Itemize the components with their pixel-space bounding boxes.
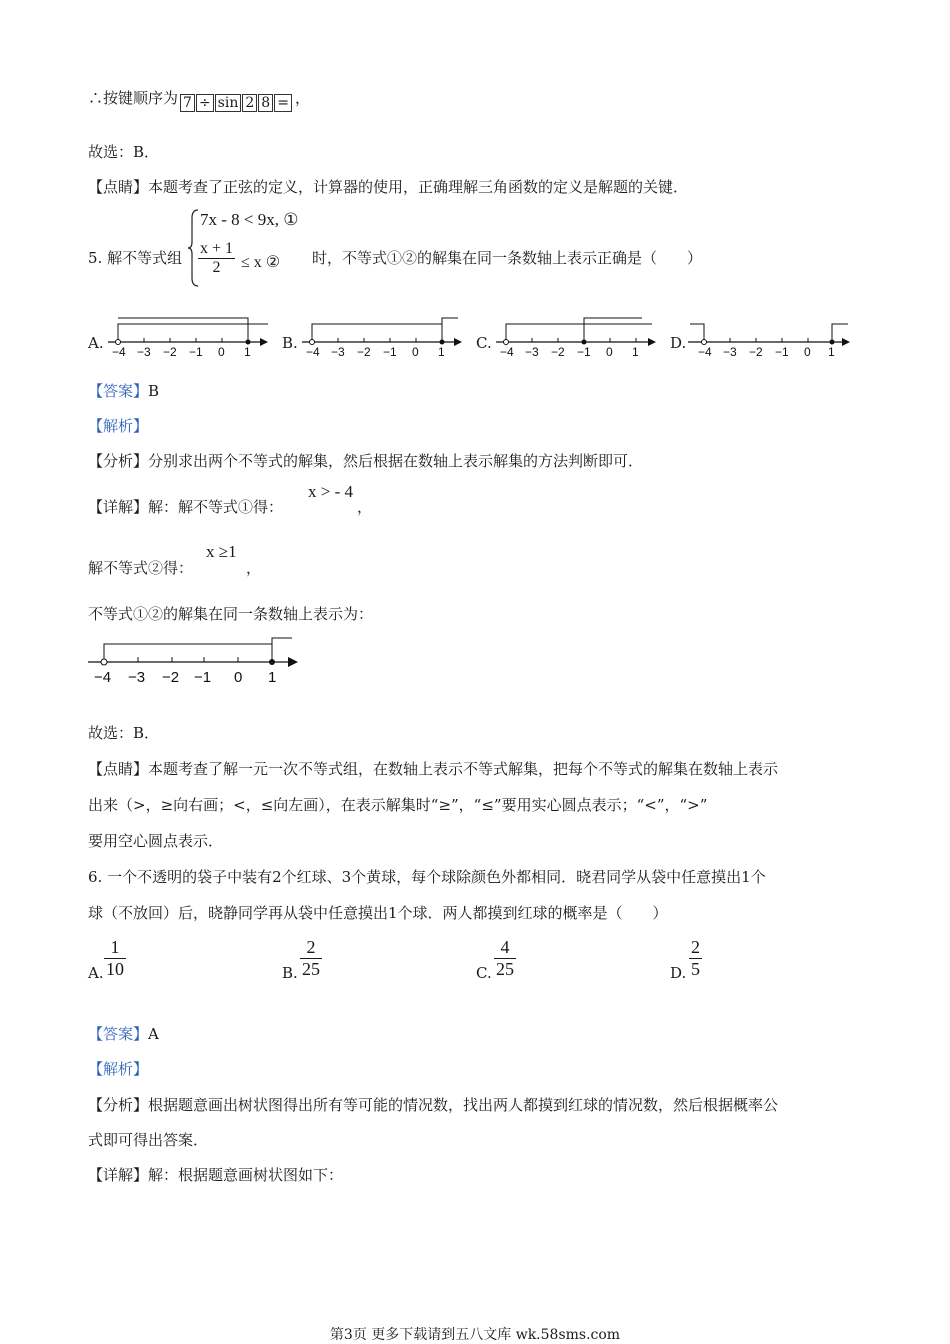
calc-key: 7	[180, 94, 195, 112]
fraction-numerator: 1	[110, 937, 120, 957]
q5-detail1-end: ，	[357, 498, 373, 516]
q6-option-d-fraction	[689, 937, 702, 980]
q6-option-a-fraction	[104, 937, 126, 980]
calculator-keys	[180, 92, 293, 112]
q6-detail: 【详解】解：根据题意画树状图如下：	[88, 1166, 344, 1184]
q5-fenxi: 【分析】分别求出两个不等式的解集，然后根据在数轴上表示解集的方法判断即可．	[88, 452, 644, 470]
tick-label: 0	[606, 345, 613, 359]
q4-comment: 【点睛】本题考查了正弦的定义，计算器的使用，正确理解三角函数的定义是解题的关键．	[88, 178, 689, 196]
tick-label: 0	[218, 345, 225, 359]
tick-label: −3	[331, 345, 345, 359]
q6-option-c-fraction	[494, 937, 516, 980]
q5-inequality-2-fraction	[198, 240, 235, 277]
tick-label: 0	[804, 345, 811, 359]
key-sequence-suffix: ，	[294, 89, 310, 107]
tick-label: −2	[162, 669, 180, 686]
calc-key: ÷	[196, 94, 214, 112]
q5-option-a-number-line	[104, 310, 274, 360]
fraction-denominator: 5	[691, 959, 700, 979]
q5-option-c-number-line	[492, 310, 662, 360]
tick-label: −1	[775, 345, 789, 359]
key-sequence-prefix: ∴按键顺序为	[88, 89, 179, 107]
answer-tag: 【答案】	[88, 1025, 149, 1043]
q5-option-b-number-line	[298, 310, 468, 360]
q6-option-c-label: C.	[476, 964, 492, 982]
fraction-denominator: 25	[302, 959, 320, 979]
q5-analysis-tag: 【解析】	[88, 417, 149, 435]
fraction-denominator: 2	[198, 258, 235, 277]
q5-answer: B	[148, 382, 160, 400]
answer-tag: 【答案】	[88, 382, 149, 400]
q5-solution-number-line	[86, 632, 306, 690]
tick-label: −4	[500, 345, 514, 359]
q6-option-b-fraction	[300, 937, 322, 980]
tick-label: −3	[723, 345, 737, 359]
q5-detail2-end: ，	[246, 559, 262, 577]
q4-choice: 故选：B．	[88, 143, 160, 161]
q5-option-d-label: D.	[670, 334, 687, 352]
q5-option-d-number-line	[686, 310, 856, 360]
q5-choice: 故选：B．	[88, 724, 160, 742]
tick-label: −2	[551, 345, 565, 359]
tick-label: 1	[268, 669, 277, 686]
q5-suffix: 时，不等式①②的解集在同一条数轴上表示正确是（ ）	[312, 249, 703, 267]
tick-label: −3	[137, 345, 151, 359]
q5-inequality-1: 7x - 8 < 9x, ①	[200, 210, 299, 229]
fraction-numerator: x + 1	[200, 240, 234, 257]
tick-label: −4	[112, 345, 126, 359]
q5-answer-line	[88, 381, 159, 401]
q5-detail1-math: x > - 4	[308, 482, 353, 501]
calc-key: 8	[258, 94, 273, 112]
q5-dianjing-line1: 【点睛】本题考查了解一元一次不等式组，在数轴上表示不等式解集，把每个不等式的解集在数轴上表示	[88, 760, 779, 778]
fraction-numerator: 4	[500, 937, 510, 957]
tick-label: −1	[383, 345, 397, 359]
q6-option-b-label: B.	[282, 964, 298, 982]
q5-prefix: 5. 解不等式组	[88, 249, 183, 267]
tick-label: −4	[698, 345, 712, 359]
q5-dianjing-line3: 要用空心圆点表示．	[88, 832, 224, 850]
tick-label: −3	[128, 669, 146, 686]
calc-key: sin	[215, 94, 242, 112]
q5-detail2-math: x ≥1	[206, 542, 237, 561]
q5-detail1-label: 【详解】解：解不等式①得：	[88, 498, 284, 516]
tick-label: 1	[438, 345, 445, 359]
tick-label: 0	[412, 345, 419, 359]
tick-label: 1	[632, 345, 639, 359]
tick-label: −3	[525, 345, 539, 359]
tick-label: 0	[234, 669, 243, 686]
q5-option-a-label: A.	[88, 334, 104, 352]
q6-analysis-tag: 【解析】	[88, 1060, 149, 1078]
q6-line1: 6. 一个不透明的袋子中装有2个红球、3个黄球，每个球除颜色外都相同．晓君同学从袋中任意摸出1个	[88, 868, 766, 886]
key-sequence-line	[88, 88, 310, 112]
q5-detail3: 不等式①②的解集在同一条数轴上表示为：	[88, 605, 374, 623]
q6-option-a-label: A.	[88, 964, 104, 982]
q6-line2: 球（不放回）后，晓静同学再从袋中任意摸出1个球．两人都摸到红球的概率是（ ）	[88, 904, 668, 922]
tick-label: −4	[94, 669, 112, 686]
q5-option-c-label: C.	[476, 334, 492, 352]
fraction-numerator: 2	[691, 937, 700, 957]
q6-answer-line	[88, 1024, 159, 1044]
q6-fenxi-line1: 【分析】根据题意画出树状图得出所有等可能的情况数，找出两人都摸到红球的情况数，然后根据概率公	[88, 1096, 779, 1114]
tick-label: 1	[244, 345, 251, 359]
q6-fenxi-line2: 式即可得出答案．	[88, 1131, 209, 1149]
tick-label: −1	[189, 345, 203, 359]
tick-label: −2	[749, 345, 763, 359]
tick-label: −4	[306, 345, 320, 359]
fraction-denominator: 10	[106, 959, 124, 979]
q5-detail2-label: 解不等式②得：	[88, 559, 194, 577]
tick-label: −1	[194, 669, 212, 686]
tick-label: −2	[357, 345, 371, 359]
page-footer: 第3页 更多下载请到五八文库 wk.58sms.com	[329, 1327, 621, 1343]
axis-ticks	[118, 338, 248, 342]
q5-option-b-label: B.	[282, 334, 298, 352]
tick-label: −2	[163, 345, 177, 359]
fraction-denominator: 25	[496, 959, 514, 979]
q6-option-d-label: D.	[670, 964, 687, 982]
tick-label: 1	[828, 345, 835, 359]
calc-key: 2	[242, 94, 257, 112]
tick-label: −1	[577, 345, 591, 359]
calc-key: =	[274, 94, 292, 112]
fraction-numerator: 2	[306, 937, 316, 957]
q6-answer: A	[148, 1025, 159, 1043]
q5-inequality-2-rest: ≤ x ②	[241, 254, 281, 271]
q5-dianjing-line2: 出来（>，≥向右画；<，≤向左画），在表示解集时“≥”，“≤”要用实心圆点表示；“<”，“>”	[88, 796, 708, 814]
